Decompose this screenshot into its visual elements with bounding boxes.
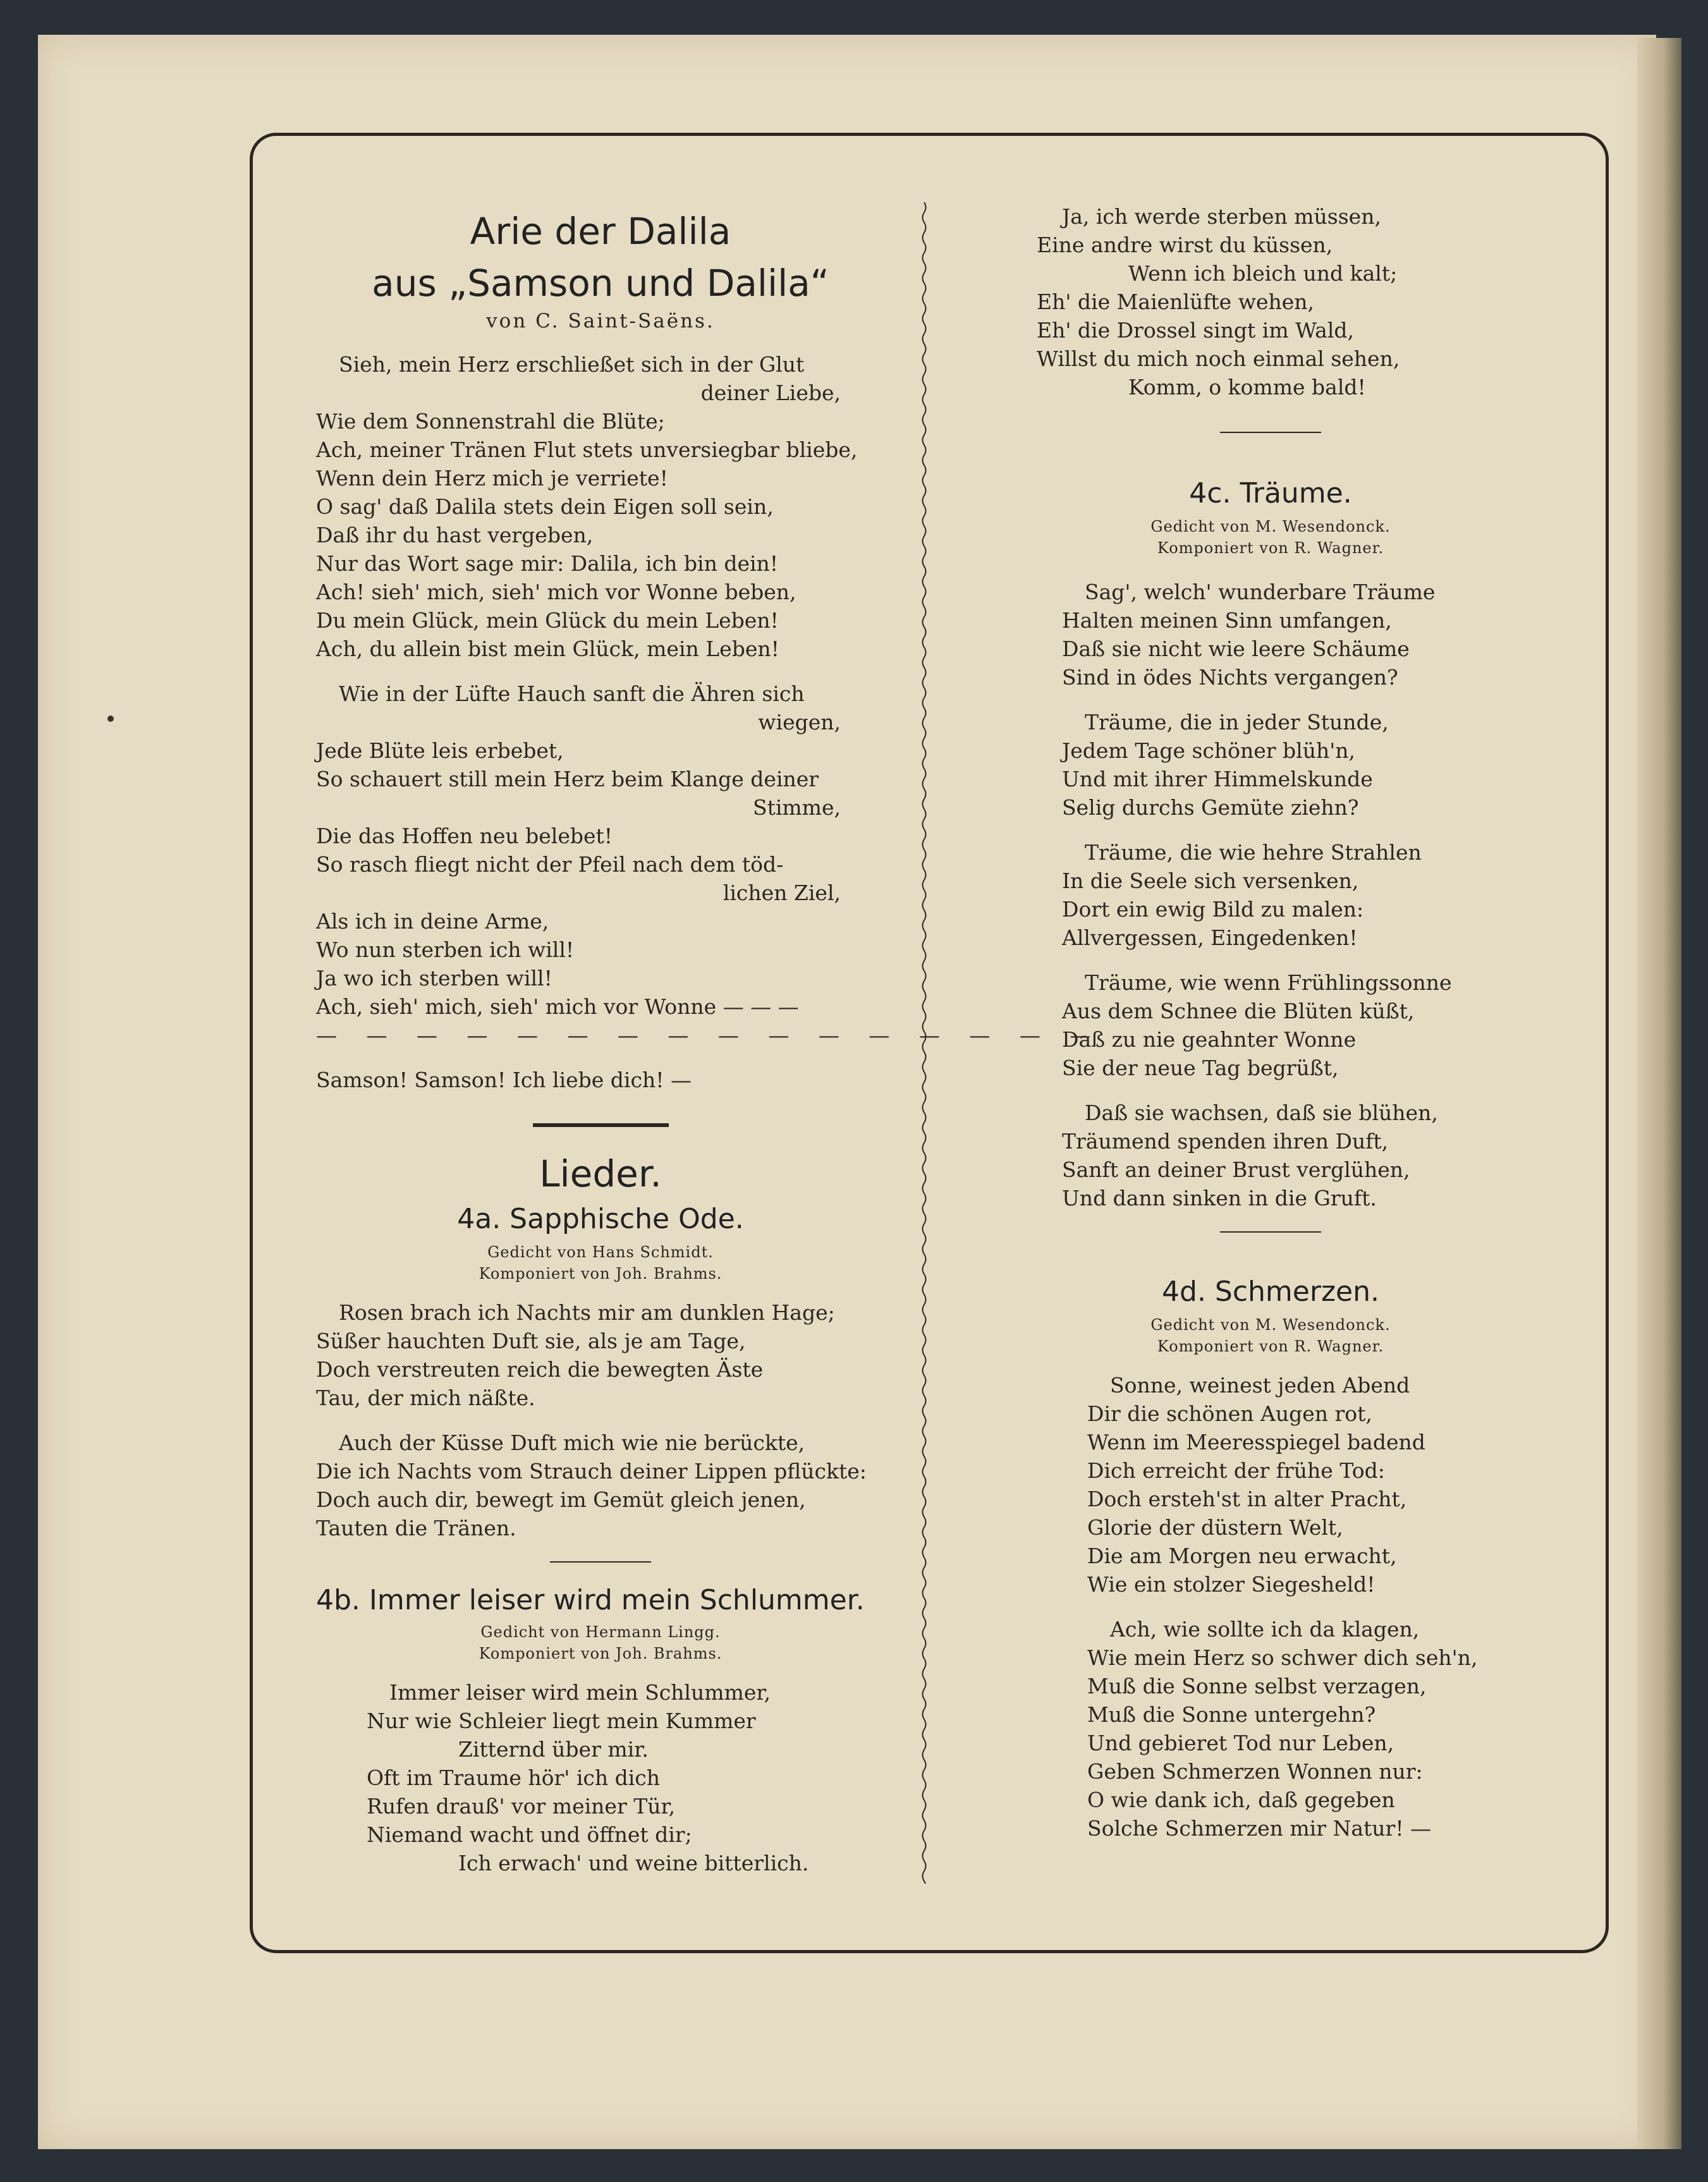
section-rule-thin (1220, 1231, 1321, 1233)
verse-line: Wie ein stolzer Siegesheld! (1087, 1572, 1376, 1597)
verse-line: Wenn dein Herz mich je verriete! (316, 466, 668, 491)
verse-line: Und mit ihrer Himmelskunde (1062, 767, 1373, 791)
verse-line: Ach, sieh' mich, sieh' mich vor Wonne — — — (316, 994, 799, 1019)
verse-line: Nur wie Schleier liegt mein Kummer (367, 1709, 756, 1733)
section-rule (533, 1123, 669, 1127)
verse-line: Wenn ich bleich und kalt; (1128, 261, 1398, 286)
verse-line: Sanft an deiner Brust verglühen, (1062, 1157, 1410, 1182)
verse-line: Stimme, (752, 795, 841, 820)
verse-line: Aus dem Schnee die Blüten küßt, (1062, 999, 1415, 1023)
song-4a-stanza-2 (316, 1429, 885, 1542)
verse-line: Sie der neue Tag begrüßt, (1062, 1056, 1339, 1080)
verse-line: Rosen brach ich Nachts mir am dunklen Hage; (339, 1300, 835, 1325)
verse-line: Daß sie wachsen, daß sie blühen, (1085, 1100, 1438, 1125)
song-4b-title: 4b. Immer leiser wird mein Schlummer. (316, 1584, 865, 1616)
verse-line: Doch ersteh'st in alter Pracht, (1087, 1487, 1407, 1511)
stanza (1062, 1099, 1555, 1212)
ink-speck (107, 716, 114, 722)
verse-line: Sieh, mein Herz erschließet sich in der Glut (339, 352, 805, 377)
verse-line: Daß sie nicht wie leere Schäume (1062, 637, 1410, 661)
verse-line: Rufen drauß' vor meiner Tür, (367, 1794, 676, 1819)
verse-line: Muß die Sonne untergehn? (1087, 1702, 1376, 1727)
verse-line: Tauten die Tränen. (316, 1516, 516, 1540)
composer-credit: Komponiert von R. Wagner. (1157, 1338, 1384, 1355)
poet-credit: Gedicht von M. Wesendonck. (1150, 518, 1391, 535)
verse-line: So schauert still mein Herz beim Klange deiner (316, 767, 819, 791)
verse-line: Süßer hauchten Duft sie, als je am Tage, (316, 1329, 746, 1353)
poet-credit: Gedicht von Hans Schmidt. (487, 1243, 714, 1261)
aria-stanza-1 (316, 350, 885, 663)
verse-line: Willst du mich noch einmal sehen, (1037, 346, 1400, 371)
song-4c-credits (986, 516, 1555, 559)
verse-line: Allvergessen, Eingedenken! (1062, 925, 1358, 950)
stanza (1062, 578, 1555, 692)
aria-title-line2: aus „Samson und Dalila“ (372, 262, 829, 305)
verse-line: Du mein Glück, mein Glück du mein Leben! (316, 608, 779, 633)
composer-credit: Komponiert von Joh. Brahms. (479, 1265, 723, 1283)
verse-line: Sag', welch' wunderbare Träume (1085, 580, 1436, 604)
song-4d-title: 4d. Schmerzen. (1162, 1276, 1379, 1308)
stanza (1087, 1615, 1555, 1843)
verse-line: Doch auch dir, bewegt im Gemüt gleich jenen, (316, 1487, 806, 1512)
verse-line: Zitternd über mir. (458, 1737, 649, 1762)
verse-line: Wie dem Sonnenstrahl die Blüte; (316, 409, 665, 434)
verse-line: Und gebieret Tod nur Leben, (1087, 1731, 1394, 1755)
song-4a-stanza-1 (316, 1298, 885, 1412)
stanza (1062, 838, 1555, 952)
song-4b-verse (316, 1678, 885, 1877)
verse-line: Sonne, weinest jeden Abend (1110, 1373, 1410, 1398)
verse-line: Geben Schmerzen Wonnen nur: (1087, 1759, 1423, 1784)
verse-line: Auch der Küsse Duft mich wie nie berückte, (339, 1430, 805, 1455)
right-column (986, 202, 1555, 1859)
verse-line: Nur das Wort sage mir: Dalila, ich bin dein! (316, 551, 779, 576)
stanza (1087, 1371, 1555, 1599)
dash-line: — — — — — — — — — — — — — — — — (316, 1023, 1102, 1047)
verse-line: Daß ihr du hast vergeben, (316, 523, 594, 547)
verse-line: Jede Blüte leis erbebet, (316, 738, 564, 763)
verse-line: Und dann sinken in die Gruft. (1062, 1186, 1377, 1210)
stanza (1062, 708, 1555, 822)
verse-line: Sind in ödes Nichts vergangen? (1062, 665, 1398, 690)
section-rule-thin (550, 1561, 651, 1563)
verse-line: Muß die Sonne selbst verzagen, (1087, 1674, 1427, 1698)
verse-line: Ach, du allein bist mein Glück, mein Leben! (316, 637, 779, 661)
verse-line: Dir die schönen Augen rot, (1087, 1401, 1372, 1426)
song-4b-continuation (986, 202, 1555, 401)
verse-line: Wo nun sterben ich will! (316, 937, 575, 962)
poet-credit: Gedicht von M. Wesendonck. (1150, 1316, 1391, 1334)
verse-line: Eh' die Drossel singt im Wald, (1037, 318, 1354, 343)
verse-line: Glorie der düstern Welt, (1087, 1515, 1343, 1540)
verse-line: O sag' daß Dalila stets dein Eigen soll sein, (316, 494, 774, 519)
composer-credit: Komponiert von Joh. Brahms. (479, 1645, 723, 1662)
aria-composer: von C. Saint-Saëns. (486, 310, 715, 332)
verse-line: Wie in der Lüfte Hauch sanft die Ähren sich (339, 681, 805, 706)
verse-line: So rasch fliegt nicht der Pfeil nach dem töd- (316, 852, 784, 877)
verse-line: Selig durchs Gemüte ziehn? (1062, 795, 1359, 820)
verse-line: Die am Morgen neu erwacht, (1087, 1544, 1397, 1568)
verse-line: Träume, wie wenn Frühlingssonne (1085, 970, 1452, 995)
verse-line: Dich erreicht der frühe Tod: (1087, 1458, 1385, 1483)
verse-line: O wie dank ich, daß gegeben (1087, 1788, 1395, 1812)
verse-line: wiegen, (758, 710, 841, 734)
verse-line: Immer leiser wird mein Schlummer, (389, 1680, 771, 1705)
verse-line: Ja wo ich sterben will! (316, 966, 552, 990)
verse-line: In die Seele sich versenken, (1062, 869, 1359, 893)
verse-line: Eine andre wirst du küssen, (1037, 233, 1333, 257)
verse-line: Solche Schmerzen mir Natur! — (1087, 1816, 1432, 1841)
verse-line: Doch verstreuten reich die bewegten Äste (316, 1357, 764, 1382)
song-4a-credits (316, 1241, 885, 1284)
verse-line: Als ich in deine Arme, (316, 909, 549, 934)
verse-line: Niemand wacht und öffnet dir; (367, 1822, 692, 1847)
composer-credit: Komponiert von R. Wagner. (1157, 539, 1384, 557)
verse-line: Wie mein Herz so schwer dich seh'n, (1087, 1645, 1478, 1670)
verse-line: Daß zu nie geahnter Wonne (1062, 1027, 1357, 1052)
verse-line: Dort ein ewig Bild zu malen: (1062, 897, 1364, 922)
song-4c-title: 4c. Träume. (1189, 477, 1352, 509)
song-4c-verse (986, 578, 1555, 1212)
song-4d-credits (986, 1314, 1555, 1357)
verse-line: Träume, die wie hehre Strahlen (1085, 840, 1422, 865)
verse-line: Jedem Tage schöner blüh'n, (1062, 738, 1356, 763)
verse-line: Oft im Traume hör' ich dich (367, 1765, 661, 1790)
verse-line: deiner Liebe, (700, 381, 841, 405)
verse-line: Ach, wie sollte ich da klagen, (1110, 1617, 1420, 1642)
page-binding-edge (1637, 38, 1681, 2149)
verse-line: Ich erwach' und weine bitterlich. (458, 1851, 809, 1875)
verse-line: Träume, die in jeder Stunde, (1085, 710, 1389, 734)
verse-line: Wenn im Meeresspiegel badend (1087, 1430, 1425, 1454)
aria-final-line: Samson! Samson! Ich liebe dich! — (316, 1068, 692, 1092)
poet-credit: Gedicht von Hermann Lingg. (480, 1623, 721, 1641)
verse-line: Ach! sieh' mich, sieh' mich vor Wonne beben, (316, 580, 796, 604)
section-rule-thin (1220, 432, 1321, 433)
stanza (1062, 968, 1555, 1082)
verse-line: Träumend spenden ihren Duft, (1062, 1129, 1389, 1154)
verse-line: lichen Ziel, (723, 881, 841, 905)
song-4b-credits (316, 1621, 885, 1664)
verse-line: Eh' die Maienlüfte wehen, (1037, 290, 1315, 314)
aria-title-line1: Arie der Dalila (470, 210, 731, 253)
verse-line: Die ich Nachts vom Strauch deiner Lippen pflückte: (316, 1459, 867, 1484)
verse-line: Ja, ich werde sterben müssen, (1062, 204, 1381, 229)
aria-stanza-2 (316, 680, 1102, 1049)
lieder-heading: Lieder. (539, 1152, 662, 1195)
verse-line: Tau, der mich näßte. (316, 1386, 535, 1410)
song-4a-title: 4a. Sapphische Ode. (457, 1203, 744, 1235)
verse-line: Halten meinen Sinn umfangen, (1062, 608, 1392, 633)
song-4d-verse (986, 1371, 1555, 1843)
left-column (316, 202, 1102, 1877)
verse-line: Ach, meiner Tränen Flut stets unversiegbar bliebe, (316, 437, 858, 462)
verse-line: Komm, o komme bald! (1128, 375, 1366, 399)
verse-line: Die das Hoffen neu belebet! (316, 824, 613, 848)
